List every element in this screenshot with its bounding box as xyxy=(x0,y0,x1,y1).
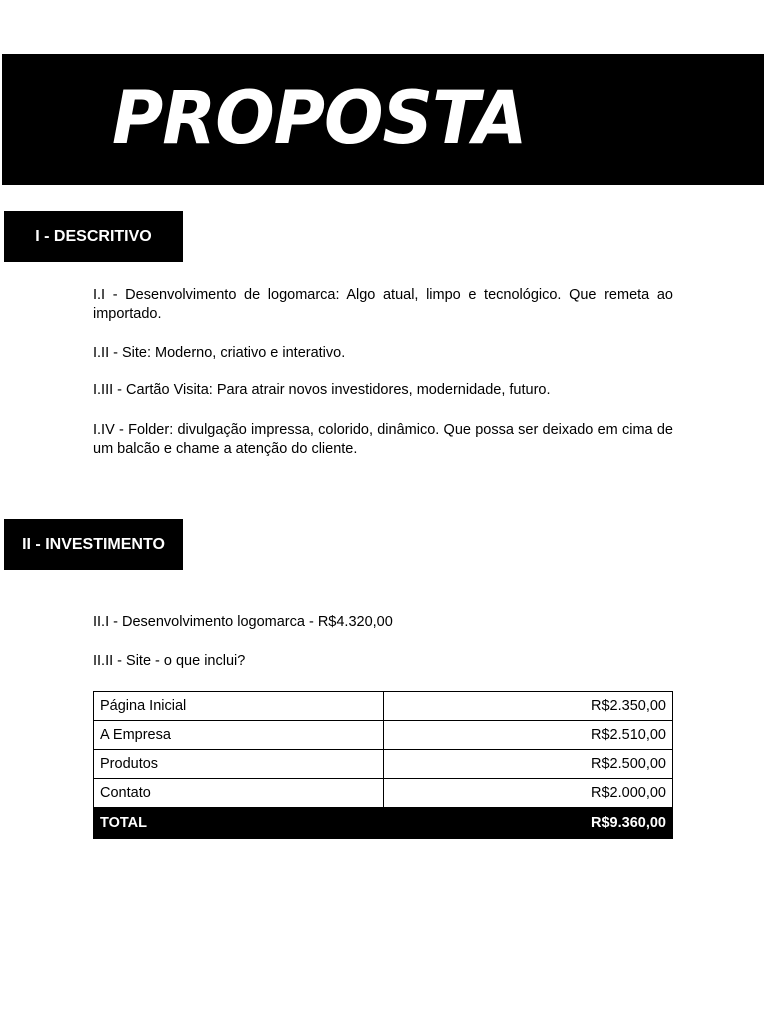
section-header-descritivo: I - DESCRITIVO xyxy=(4,211,183,262)
row-name: Página Inicial xyxy=(94,692,384,721)
site-price-table xyxy=(93,691,673,839)
page-title: PROPOSTA xyxy=(112,74,527,162)
row-value: R$2.500,00 xyxy=(384,750,673,779)
row-name: Contato xyxy=(94,779,384,808)
table-row xyxy=(94,779,673,808)
descritivo-item-4: I.IV - Folder: divulgação impressa, colorido, dinâmico. Que possa ser deixado em cima de um balcão e chame a atenção do cliente. xyxy=(93,422,673,457)
table-row xyxy=(94,721,673,750)
descritivo-item-2: I.II - Site: Moderno, criativo e interativo. xyxy=(93,345,346,361)
row-name: Produtos xyxy=(94,750,384,779)
row-name: A Empresa xyxy=(94,721,384,750)
table-row xyxy=(94,750,673,779)
investimento-item-1: II.I - Desenvolvimento logomarca - R$4.320,00 xyxy=(93,614,393,630)
table-row xyxy=(94,692,673,721)
total-label: TOTAL xyxy=(94,808,384,839)
section-header-investimento: II - INVESTIMENTO xyxy=(4,519,183,570)
total-value: R$9.360,00 xyxy=(384,808,673,839)
row-value: R$2.350,00 xyxy=(384,692,673,721)
descritivo-item-1: I.I - Desenvolvimento de logomarca: Algo atual, limpo e tecnológico. Que remeta ao importado. xyxy=(93,287,673,322)
row-value: R$2.510,00 xyxy=(384,721,673,750)
descritivo-item-3: I.III - Cartão Visita: Para atrair novos investidores, modernidade, futuro. xyxy=(93,382,551,398)
investimento-item-2: II.II - Site - o que inclui? xyxy=(93,653,246,669)
row-value: R$2.000,00 xyxy=(384,779,673,808)
total-row xyxy=(94,808,673,839)
